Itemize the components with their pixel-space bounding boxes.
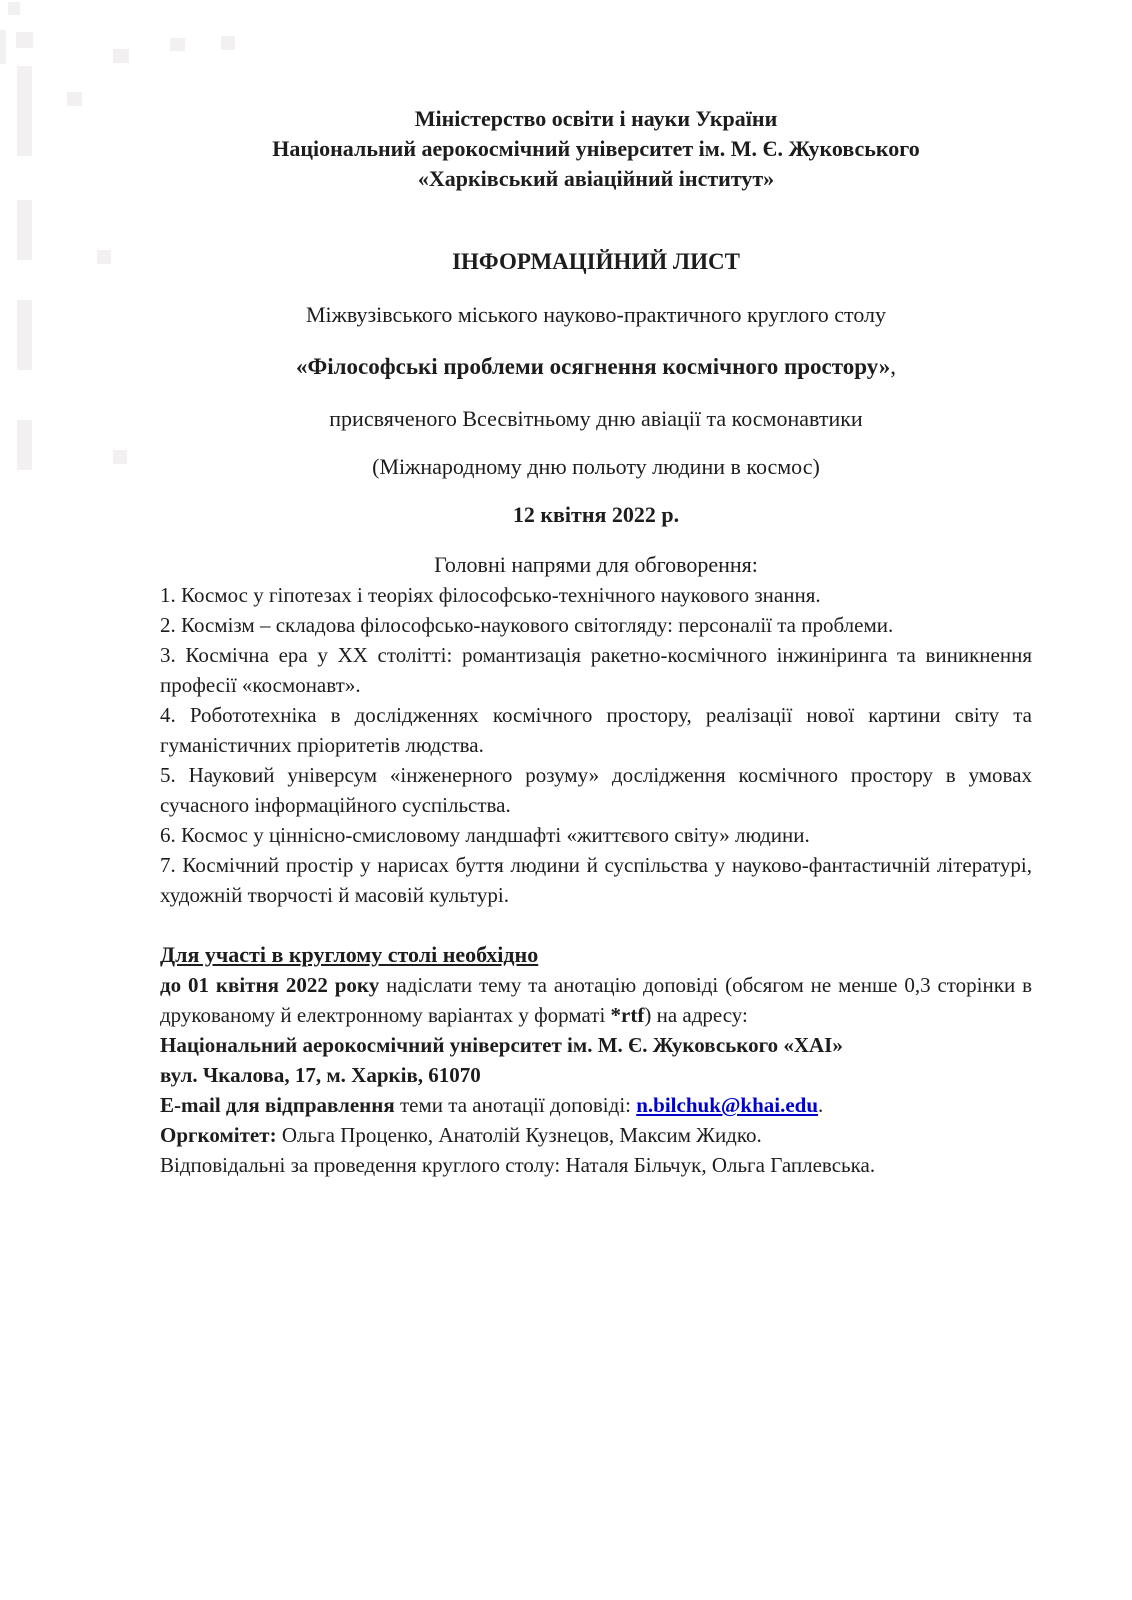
scan-artifact [113,450,127,464]
participation-section [160,940,1032,1180]
scan-artifact [170,38,185,51]
event-topic-comma: , [890,354,897,379]
responsible-line: Відповідальні за проведення круглого столу: Наталя Більчук, Ольга Гаплевська. [160,1153,876,1177]
institute-line: «Харківський авіаційний інститут» [417,166,775,191]
agenda-item-2: 2. Космізм – складова філософсько-наукового світогляду: персоналії та проблеми. [160,613,894,637]
file-format: *rtf [610,1003,645,1027]
scan-artifact [17,300,32,370]
email-label: E-mail для відправлення [160,1093,395,1117]
scan-artifact [97,250,111,264]
deadline-text-2: ) на адресу: [644,1003,748,1027]
university-line: Національний аерокосмічний університет ім. М. Є. Жуковського [272,136,920,161]
agenda-heading: Головні напрями для обговорення: [434,552,758,577]
address-university: Національний аерокосмічний університет ім. М. Є. Жуковського «ХАІ» [160,1033,843,1057]
event-date: 12 квітня 2022 р. [512,502,680,527]
agenda-item-7: 7. Космічний простір у нарисах буття людини й суспільства у науково-фантастичній літературі, художній творчості й масовій культурі. [160,853,1032,907]
scan-artifact [17,66,32,156]
agenda-item-6: 6. Космос у ціннісно-смисловому ландшафті «життєвого світу» людини. [160,823,810,847]
page-title: ІНФОРМАЦІЙНИЙ ЛИСТ [452,249,740,274]
scan-artifact [67,92,82,106]
orgcommittee-line [160,1120,1032,1150]
event-topic-line [160,352,1032,382]
orgcommittee-names: Ольга Проценко, Анатолій Кузнецов, Максим Жидко. [276,1123,762,1147]
email-line [160,1090,1032,1120]
scan-artifact [16,32,33,48]
dedication-line: присвяченого Всесвітньому дню авіації та космонавтики [329,406,863,431]
scan-artifact [221,36,235,50]
deadline-paragraph [160,970,1032,1030]
agenda-item-4: 4. Робототехніка в дослідженнях космічного простору, реалізації нової картини світу та гуманістичних пріоритетів людства. [160,703,1032,757]
event-type-line: Міжвузівського міського науково-практичного круглого столу [305,302,887,327]
email-link[interactable]: n.bilchuk@khai.edu [636,1093,819,1117]
scan-artifact [8,2,20,15]
orgcommittee-label: Оргкомітет: [160,1123,277,1147]
dedication-line-2: (Міжнародному дню польоту людини в космос) [372,454,820,479]
scan-artifact [17,420,32,470]
email-period: . [818,1093,824,1117]
agenda-item-1: 1. Космос у гіпотезах і теоріях філософсько-технічного наукового знання. [160,583,821,607]
ministry-line: Міністерство освіти і науки України [414,106,778,131]
address-street: вул. Чкалова, 17, м. Харків, 61070 [160,1063,481,1087]
deadline-date: до 01 квітня 2022 року [160,973,380,997]
email-text: теми та анотації доповіді: [394,1093,637,1117]
agenda-item-5: 5. Науковий універсум «інженерного розуму» дослідження космічного простору в умовах сучасного інформаційного суспільства. [160,763,1032,817]
deadline-text-1: надіслати тему та анотацію доповіді (обсягом не менше 0,3 сторінки в друкованому й електронному варіантах у форматі [160,973,1032,1027]
scan-artifact [17,200,32,260]
scan-artifact [113,49,129,63]
agenda-item-3: 3. Космічна ера у ХХ столітті: романтизація ракетно-космічного інжиніринга та виникнення професії «космонавт». [160,643,1032,697]
participation-heading: Для участі в круглому столі необхідно [160,942,539,967]
event-topic: «Філософські проблеми осягнення космічного простору» [295,354,891,379]
scan-artifact [0,30,6,64]
